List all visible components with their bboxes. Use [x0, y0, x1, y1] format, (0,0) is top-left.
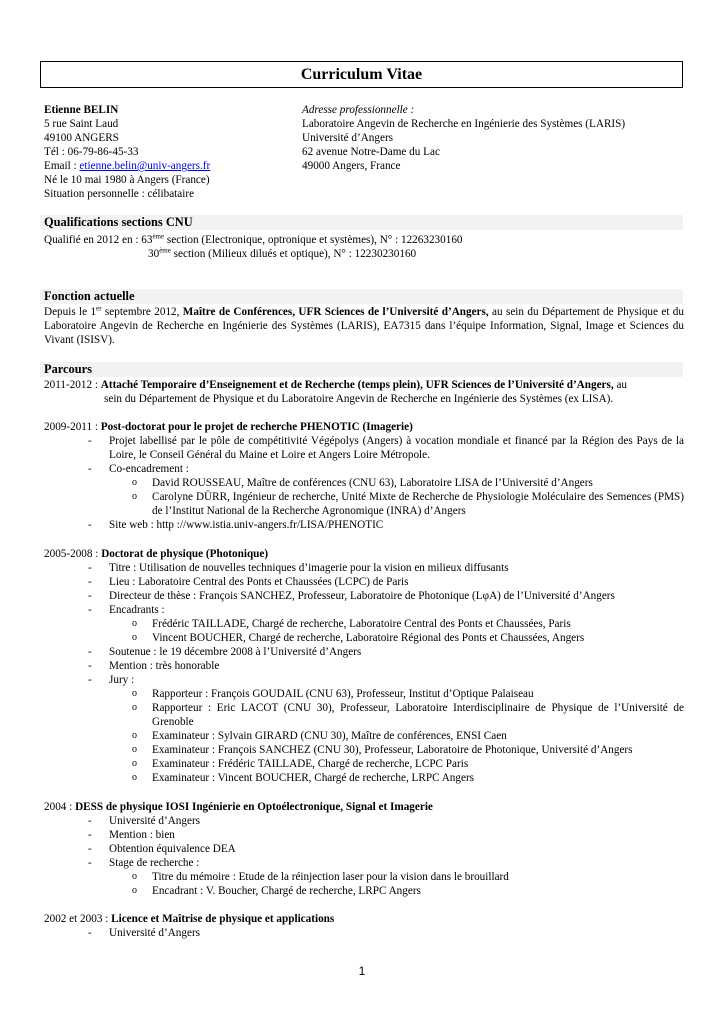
- sub-item: [44, 771, 684, 785]
- list-item: [44, 926, 684, 940]
- entry-dates: 2004 :: [44, 801, 76, 813]
- item-text: Obtention équivalence DEA: [109, 843, 236, 855]
- sub-item: [44, 687, 684, 701]
- item-text: Frédéric TAILLADE, Chargé de recherche, Laboratoire Central des Ponts et Chaussées, Paris: [152, 618, 571, 630]
- list-item: [44, 659, 684, 673]
- person-name: Etienne BELIN: [44, 104, 119, 116]
- item-text: Rapporteur : Eric LACOT (CNU 30), Professeur, Laboratoire Interdisciplinaire de Physique de l’Université de Grenoble: [152, 702, 684, 728]
- current-sup: er: [96, 304, 102, 313]
- current-title: Maître de Conférences, UFR Sciences de l’Université d’Angers,: [182, 306, 489, 318]
- sub-item: [44, 490, 684, 518]
- circle-marker: o: [132, 618, 137, 629]
- circle-marker: o: [132, 632, 137, 643]
- personal-info: [44, 103, 294, 201]
- circle-marker: o: [132, 871, 137, 882]
- entry-dates: 2011-2012 :: [44, 379, 101, 391]
- entry-text: au: [613, 379, 628, 391]
- cnu-sup: ème: [152, 232, 165, 241]
- entry-title: [44, 420, 684, 434]
- circle-marker: o: [132, 491, 137, 502]
- phone: Tél : 06-79-86-45-33: [44, 146, 139, 158]
- item-text: David ROUSSEAU, Maître de conférences (CNU 63), Laboratoire LISA de l’Université d’Angers: [152, 477, 593, 489]
- cnu-text: section (Milieux dilués et optique), N° : 12230230160: [170, 248, 417, 260]
- list-item: [44, 462, 684, 476]
- entry-phd: [44, 547, 684, 785]
- item-text: Lieu : Laboratoire Central des Ponts et Chaussées (LCPC) de Paris: [109, 576, 409, 588]
- list-item: [44, 603, 684, 617]
- birth: Né le 10 mai 1980 à Angers (France): [44, 174, 210, 186]
- entry-ater: [44, 378, 684, 406]
- email-link[interactable]: etienne.belin@univ-angers.fr: [79, 160, 211, 172]
- list-item: [44, 589, 684, 603]
- item-text: Université d’Angers: [109, 815, 201, 827]
- item-text: Encadrant : V. Boucher, Chargé de recherche, LRPC Angers: [152, 885, 421, 897]
- item-text: Examinateur : François SANCHEZ (CNU 30), Professeur, Laboratoire de Photonique, Université d’Angers: [152, 744, 633, 756]
- list-item: [44, 434, 684, 462]
- dash-marker: -: [88, 562, 92, 574]
- dash-marker: -: [88, 857, 92, 869]
- cnu-sup: ème: [159, 246, 171, 255]
- item-text: Encadrants :: [109, 604, 165, 616]
- dash-marker: -: [88, 576, 92, 588]
- entry-title: [44, 912, 684, 926]
- item-text: Soutenue : le 19 décembre 2008 à l’Université d’Angers: [109, 646, 362, 658]
- entry-title: [44, 547, 684, 561]
- dash-marker: -: [88, 815, 92, 827]
- list-item: [44, 828, 684, 842]
- cnu-text: Qualifié en 2012 en : 63: [44, 234, 153, 246]
- item-text: Carolyne DÜRR, Ingénieur de recherche, Unité Mixte de Recherche de Physiologie Moléculaire des Semences (PMS) de l’Institut National de la Recherche Agronomique (INRA) d’Angers: [152, 491, 684, 517]
- item-text: Examinateur : Sylvain GIRARD (CNU 30), Maître de conférences, ENSI Caen: [152, 730, 507, 742]
- entry-bold: Post-doctorat pour le projet de recherche PHENOTIC (Imagerie): [100, 421, 413, 433]
- circle-marker: o: [132, 702, 137, 713]
- item-text: Site web : http ://www.istia.univ-angers.fr/LISA/PHENOTIC: [109, 519, 384, 531]
- sub-item: [44, 701, 684, 729]
- entry-cont: sein du Département de Physique et du Laboratoire Angevin de Recherche en Ingénierie des Systèmes (ex LISA).: [104, 393, 614, 405]
- circle-marker: o: [132, 688, 137, 699]
- page-title: Curriculum Vitae: [40, 61, 683, 88]
- circle-marker: o: [132, 477, 137, 488]
- circle-marker: o: [132, 885, 137, 896]
- dash-marker: -: [88, 519, 92, 531]
- list-item: [44, 673, 684, 687]
- dash-marker: -: [88, 927, 92, 939]
- item-text: Jury :: [109, 674, 135, 686]
- item-text: Directeur de thèse : François SANCHEZ, Professeur, Laboratoire de Photonique (LφA) de l’Université d’Angers: [109, 590, 615, 602]
- circle-marker: o: [132, 730, 137, 741]
- dash-marker: -: [88, 590, 92, 602]
- page-number: 1: [358, 964, 366, 978]
- entry-bold: Attaché Temporaire d’Enseignement et de Recherche (temps plein), UFR Sciences de l’Université d’Angers,: [100, 379, 614, 391]
- item-text: Stage de recherche :: [109, 857, 200, 869]
- list-item: [44, 856, 684, 870]
- sub-item: [44, 631, 684, 645]
- cnu-line: [44, 247, 684, 261]
- entry-licence: [44, 912, 684, 940]
- dash-marker: -: [88, 829, 92, 841]
- item-text: Université d’Angers: [109, 927, 201, 939]
- street: 5 rue Saint Laud: [44, 118, 119, 130]
- item-text: Titre : Utilisation de nouvelles techniques d’imagerie pour la vision en milieux diffusants: [109, 562, 509, 574]
- current-text: Depuis le 1: [44, 306, 97, 318]
- dash-marker: -: [88, 463, 92, 475]
- work-address-line: 49000 Angers, France: [302, 160, 401, 172]
- dash-marker: -: [88, 674, 92, 686]
- email-line: [44, 159, 294, 173]
- current-position-text: [44, 305, 684, 347]
- section-heading-cnu: Qualifications sections CNU: [40, 215, 683, 230]
- dash-marker: -: [88, 646, 92, 658]
- list-item: [44, 561, 684, 575]
- item-text: Vincent BOUCHER, Chargé de recherche, Laboratoire Régional des Ponts et Chaussées, Angers: [152, 632, 585, 644]
- sub-item: [44, 617, 684, 631]
- dash-marker: -: [88, 435, 92, 447]
- entry-dates: 2005-2008 :: [44, 548, 102, 560]
- entry-dates: 2002 et 2003 :: [44, 913, 112, 925]
- entry-title: [44, 800, 684, 814]
- section-heading-current: Fonction actuelle: [40, 289, 683, 304]
- cnu-block: [44, 233, 684, 261]
- section-heading-parcours: Parcours: [40, 362, 683, 377]
- work-address-line: Université d’Angers: [302, 132, 394, 144]
- work-address-line: 62 avenue Notre-Dame du Lac: [302, 146, 440, 158]
- entry-bold: DESS de physique IOSI Ingénierie en Optoélectronique, Signal et Imagerie: [75, 801, 433, 813]
- sub-item: [44, 870, 684, 884]
- list-item: [44, 575, 684, 589]
- dash-marker: -: [88, 660, 92, 672]
- dash-marker: -: [88, 843, 92, 855]
- current-text: au sein du Département de Physique et du Laboratoire Angevin de Recherche en Ingénierie des Systèmes (LARIS), EA7315 dans l’équipe Information, Signal, Image et Sciences du Vivant (ISISV).: [44, 306, 684, 346]
- entry-bold: Licence et Maîtrise de physique et applications: [111, 913, 335, 925]
- list-item: [44, 645, 684, 659]
- list-item: [44, 842, 684, 856]
- entry-postdoc: [44, 420, 684, 532]
- marital-status: Situation personnelle : célibataire: [44, 188, 195, 200]
- item-text: Examinateur : Frédéric TAILLADE, Chargé de recherche, LCPC Paris: [152, 758, 469, 770]
- entry-dess: [44, 800, 684, 898]
- sub-item: [44, 757, 684, 771]
- item-text: Rapporteur : François GOUDAIL (CNU 63), Professeur, Institut d’Optique Palaiseau: [152, 688, 534, 700]
- city: 49100 ANGERS: [44, 132, 119, 144]
- sub-item: [44, 743, 684, 757]
- item-text: Mention : bien: [109, 829, 175, 841]
- sub-item: [44, 476, 684, 490]
- list-item: [44, 518, 684, 532]
- cnu-text: section (Electronique, optronique et systèmes), N° : 12263230160: [164, 234, 463, 246]
- email-label: Email :: [44, 160, 80, 172]
- entry-dates: 2009-2011 :: [44, 421, 101, 433]
- cnu-text: 30: [148, 248, 160, 260]
- item-text: Co-encadrement :: [109, 463, 189, 475]
- circle-marker: o: [132, 772, 137, 783]
- sub-item: [44, 884, 684, 898]
- item-text: Examinateur : Vincent BOUCHER, Chargé de recherche, LRPC Angers: [152, 772, 475, 784]
- cnu-line: [44, 233, 684, 247]
- item-text: Titre du mémoire : Etude de la réinjection laser pour la vision dans le brouillard: [152, 871, 509, 883]
- item-text: Projet labellisé par le pôle de compétitivité Végépolys (Angers) à vocation mondiale et financé par la Région des Pays de la Loire, le Conseil Général du Maine et Loire et Angers Loire Métropole.: [109, 435, 684, 461]
- sub-item: [44, 729, 684, 743]
- work-address-heading: Adresse professionnelle :: [302, 104, 415, 116]
- list-item: [44, 814, 684, 828]
- entry-title: [44, 378, 684, 392]
- current-text: septembre 2012,: [101, 306, 183, 318]
- circle-marker: o: [132, 758, 137, 769]
- entry-bold: Doctorat de physique (Photonique): [101, 548, 269, 560]
- circle-marker: o: [132, 744, 137, 755]
- work-address-line: Laboratoire Angevin de Recherche en Ingénierie des Systèmes (LARIS): [302, 118, 626, 130]
- work-address: [302, 103, 692, 173]
- item-text: Mention : très honorable: [109, 660, 220, 672]
- dash-marker: -: [88, 604, 92, 616]
